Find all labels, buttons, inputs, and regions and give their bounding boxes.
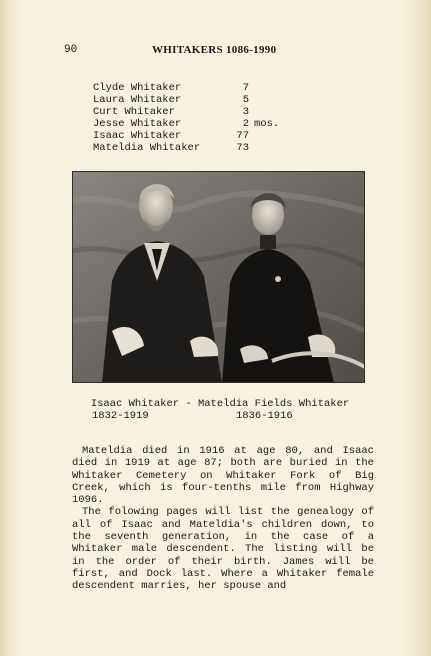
page-number: 90	[64, 44, 78, 56]
person-name: Mateldia Whitaker	[93, 142, 201, 154]
person-name: Curt Whitaker	[93, 106, 175, 118]
person-age: 77	[236, 130, 249, 142]
caption-names: Isaac Whitaker - Mateldia Fields Whitaker	[90, 398, 350, 410]
page-header	[64, 44, 404, 60]
ages-list-item	[93, 106, 279, 118]
body-paragraph: The folowing pages will list the genealogy of all of Isaac and Mateldia's children down, to the seventh generation, in the case of a Whitaker male descendent. The listing will be in the order of their birth. James will be first, and Dock last. Where a Whitaker female descendent marries, her spouse and	[72, 506, 374, 593]
ages-list	[93, 82, 279, 154]
body-text	[72, 445, 374, 593]
age-unit	[249, 106, 254, 118]
person-age: 7	[242, 82, 249, 94]
person-name: Laura Whitaker	[93, 94, 182, 106]
person-age: 3	[242, 106, 249, 118]
couple-portrait-photo	[72, 171, 365, 383]
person-name: Isaac Whitaker	[93, 130, 182, 142]
age-unit	[249, 142, 254, 154]
age-unit	[249, 130, 254, 142]
age-unit	[249, 82, 254, 94]
person-name: Clyde Whitaker	[93, 82, 182, 94]
body-paragraph: Mateldia died in 1916 at age 80, and Isaac died in 1919 at age 87; both are buried in the Whitaker Cemetery on Whitaker Fork of Big Creek, which is four-tenths mile from Highway 1096.	[72, 445, 374, 507]
age-unit	[249, 94, 254, 106]
caption-dates-isaac: 1832-1919	[92, 410, 149, 422]
ages-list-item	[93, 94, 279, 106]
caption-dates	[60, 410, 380, 422]
person-age: 2	[242, 118, 249, 130]
photo-caption	[60, 398, 380, 422]
person-age: 73	[236, 142, 249, 154]
person-age: 5	[242, 94, 249, 106]
ages-list-item	[93, 142, 279, 154]
ages-list-item	[93, 118, 279, 130]
person-name: Jesse Whitaker	[93, 118, 182, 130]
age-unit: mos.	[254, 118, 280, 130]
ages-list-item	[93, 130, 279, 142]
caption-dates-mateldia: 1836-1916	[236, 410, 293, 422]
running-title: WHITAKERS 1086-1990	[152, 44, 277, 56]
ages-list-item	[93, 82, 279, 94]
